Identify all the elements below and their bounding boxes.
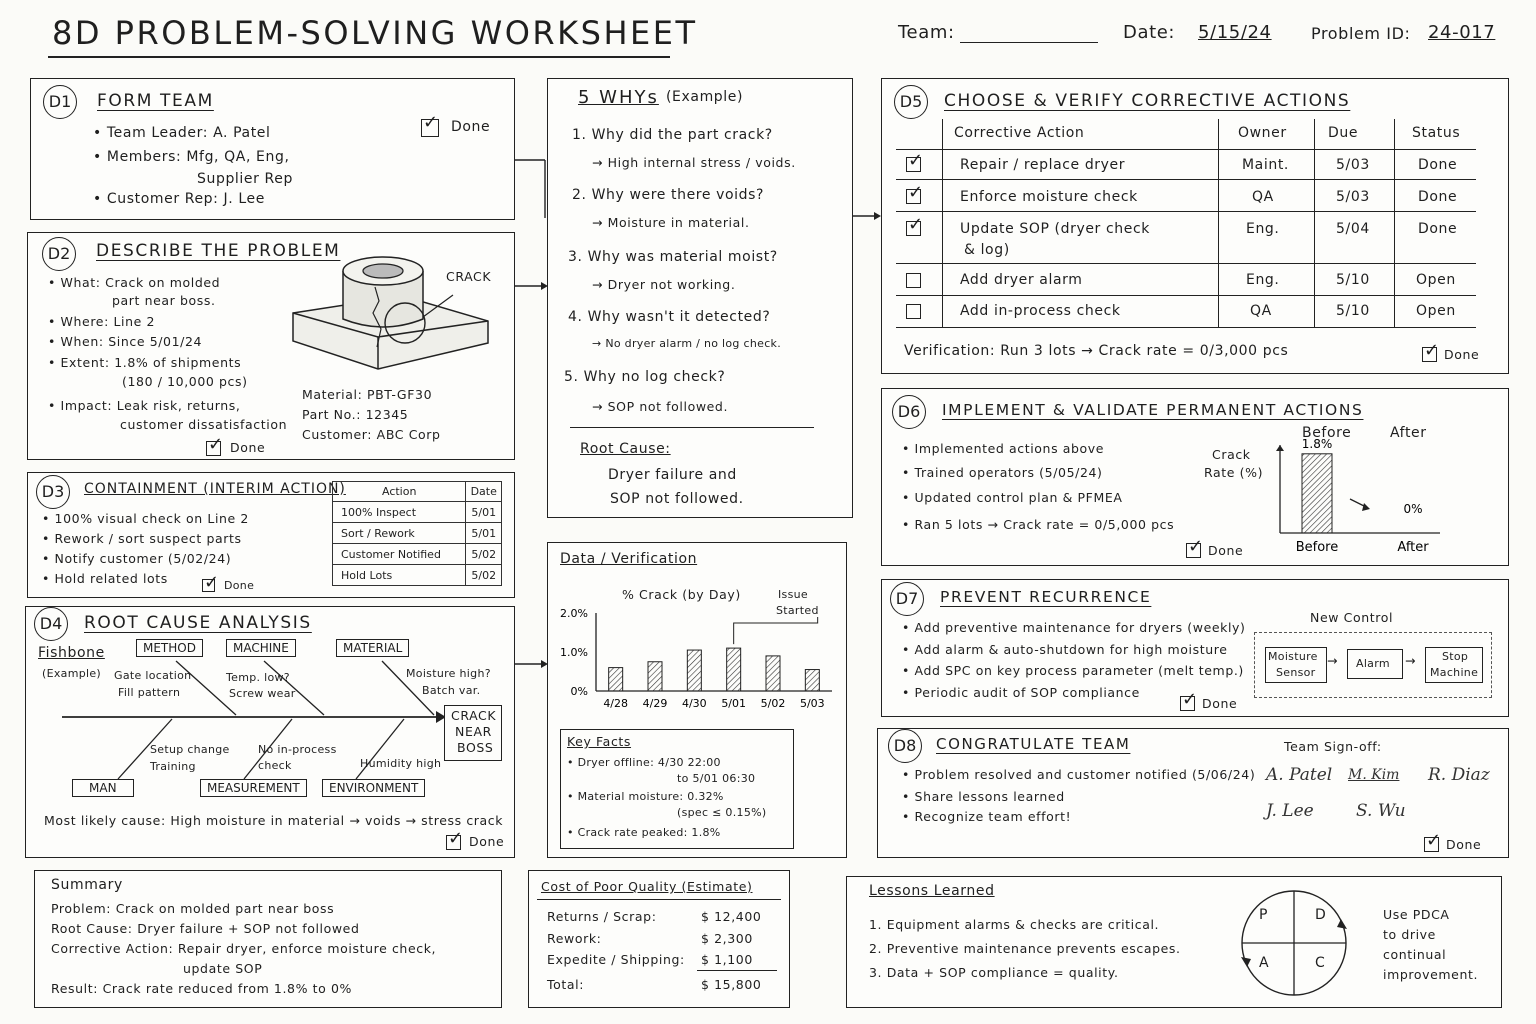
action-text-cont: & log): [964, 242, 1010, 258]
d5-verification: Verification: Run 3 lots → Crack rate = 0/3,000 pcs: [904, 343, 1289, 359]
head-line: CRACK: [451, 708, 497, 723]
value-label: 1.8%: [1301, 439, 1333, 451]
action-owner: QA: [1252, 189, 1274, 205]
lesson-line: 3. Data + SOP compliance = quality.: [869, 965, 1119, 980]
alarm-box: [1347, 649, 1403, 679]
d6-done-label: Done: [1208, 543, 1244, 558]
why-question: 3. Why was material moist?: [568, 249, 778, 265]
root-cause-line: SOP not followed.: [610, 491, 744, 507]
chart-annotation-line2: Started: [776, 604, 819, 617]
d1-done-label: Done: [451, 119, 491, 135]
x-tick-label: 4/30: [681, 697, 707, 710]
action-due: 5/04: [1336, 221, 1370, 237]
d6-ylabel: Crack: [1212, 447, 1251, 462]
copq-label: Expedite / Shipping:: [547, 952, 685, 967]
cause-text: Fill pattern: [118, 686, 181, 699]
lesson-line: 2. Preventive maintenance prevents escapes.: [869, 941, 1181, 956]
copq-value: $ 2,300: [701, 931, 753, 946]
cause-text: Moisture high?: [406, 667, 491, 680]
new-control-title: New Control: [1310, 610, 1394, 625]
action-owner: QA: [1250, 303, 1272, 319]
d7-line: • Add SPC on key process parameter (melt temp.): [902, 663, 1244, 678]
table-cell: 5/02: [466, 544, 502, 565]
d5-row-line: [896, 295, 1476, 296]
d8-line: • Problem resolved and customer notified (5/06/24): [902, 767, 1256, 782]
action-status: Done: [1418, 221, 1458, 237]
why-answer: → SOP not followed.: [592, 399, 729, 414]
crack-chart-title: % Crack (by Day): [622, 587, 741, 602]
lessons-panel: [846, 876, 1502, 1008]
action-text: Repair / replace dryer: [960, 157, 1126, 173]
y-axis-arrow: [1276, 445, 1284, 451]
summary-panel: [34, 870, 502, 1008]
d6-title: IMPLEMENT & VALIDATE PERMANENT ACTIONS: [942, 401, 1364, 419]
d3-line: • 100% visual check on Line 2: [42, 511, 249, 526]
d3-title: CONTAINMENT (INTERIM ACTION): [84, 481, 346, 497]
d1-line: • Customer Rep: J. Lee: [93, 191, 265, 207]
d2-part-no: Part No.: 12345: [302, 407, 409, 422]
d5-header: Status: [1412, 125, 1461, 141]
action-status: Open: [1416, 303, 1456, 319]
d2-line: • Extent: 1.8% of shipments: [48, 355, 242, 370]
summary-line: Corrective Action: Repair dryer, enforce moisture check,: [51, 941, 437, 956]
annotation-bracket: [734, 617, 818, 644]
action-text: Add in-process check: [960, 303, 1121, 319]
x-tick-label: Before: [1295, 540, 1339, 555]
d5-row-line: [896, 149, 1476, 150]
d2-material: Material: PBT-GF30: [302, 387, 433, 402]
action-text: Enforce moisture check: [960, 189, 1138, 205]
d1-line: • Members: Mfg, QA, Eng,: [93, 149, 290, 165]
d5-done-checkbox[interactable]: [1422, 347, 1437, 362]
d2-line: (180 / 10,000 pcs): [122, 374, 248, 389]
d7-title: PREVENT RECURRENCE: [940, 588, 1152, 606]
d5-header: Owner: [1238, 125, 1287, 141]
d3-line: • Rework / sort suspect parts: [42, 531, 242, 546]
flow-text: Stop: [1442, 650, 1469, 663]
d1-title: FORM TEAM: [97, 91, 214, 111]
d7-done-label: Done: [1202, 696, 1238, 711]
signature: S. Wu: [1356, 801, 1406, 821]
action-due: 5/03: [1336, 157, 1370, 173]
signature: A. Patel: [1266, 765, 1333, 785]
d6-line: • Trained operators (5/05/24): [902, 465, 1103, 480]
flow-text: Sensor: [1276, 666, 1316, 679]
d4-badge: D4: [34, 607, 68, 641]
d5-panel: [881, 78, 1509, 374]
why-question: 1. Why did the part crack?: [572, 127, 773, 143]
d6-line: • Updated control plan & PFMEA: [902, 490, 1123, 505]
table-header: Date: [466, 482, 502, 502]
signature: R. Diaz: [1428, 765, 1490, 785]
d7-line: • Add alarm & auto-shutdown for high moisture: [902, 642, 1228, 657]
cause-text: Screw wear: [229, 687, 296, 700]
copq-total-label: Total:: [547, 977, 585, 992]
key-facts-title: Key Facts: [567, 734, 632, 749]
category-material: MATERIAL: [336, 639, 409, 657]
bar: [609, 668, 623, 691]
action-text: Add dryer alarm: [960, 272, 1083, 288]
x-tick-label: 4/29: [642, 697, 668, 710]
problem-id-label: Problem ID:: [1311, 24, 1411, 43]
crack-by-day-chart: [548, 603, 848, 713]
y-tick-label: 0%: [570, 685, 588, 698]
action-checkbox[interactable]: [906, 189, 921, 204]
signoff-label: Team Sign-off:: [1284, 739, 1382, 754]
summary-line: Result: Crack rate reduced from 1.8% to 0%: [51, 981, 353, 996]
copq-panel: [528, 870, 790, 1008]
fishbone-example: (Example): [42, 667, 102, 680]
d5-header: Corrective Action: [954, 125, 1085, 141]
flow-text: Alarm: [1356, 657, 1390, 670]
d6-top-label: After: [1390, 425, 1427, 441]
summary-line: Root Cause: Dryer failure + SOP not followed: [51, 921, 360, 936]
d2-customer: Customer: ABC Corp: [302, 427, 441, 442]
copq-label: Rework:: [547, 931, 602, 946]
why-question: 4. Why wasn't it detected?: [568, 309, 771, 325]
action-checkbox[interactable]: [906, 304, 921, 319]
d2-done-label: Done: [230, 440, 266, 455]
lesson-line: 1. Equipment alarms & checks are critical.: [869, 917, 1160, 932]
cause-text: check: [258, 759, 292, 772]
key-facts-box: [560, 729, 794, 849]
bar: [687, 650, 701, 691]
d8-badge: D8: [888, 729, 922, 763]
d5-row-line: [896, 179, 1476, 180]
d5-row-line: [896, 263, 1476, 264]
action-text: Update SOP (dryer check: [960, 221, 1150, 237]
pdca-note: to drive: [1383, 927, 1436, 942]
table-cell: 5/01: [466, 502, 502, 523]
cause-text: Training: [150, 760, 196, 773]
category-environment: ENVIRONMENT: [322, 779, 425, 797]
d5-badge: D5: [894, 85, 928, 119]
copq-value: $ 12,400: [701, 909, 762, 924]
cause-text: No in-process: [258, 743, 337, 756]
data-verification-panel: [547, 542, 847, 858]
category-man: MAN: [72, 779, 134, 797]
copq-total-value: $ 15,800: [701, 977, 762, 992]
d2-line: customer dissatisfaction: [120, 417, 288, 432]
cause-text: Gate location: [114, 669, 192, 682]
d6-line: • Implemented actions above: [902, 441, 1105, 456]
y-tick-label: 1.0%: [560, 646, 588, 659]
lessons-title: Lessons Learned: [869, 883, 995, 899]
moisture-sensor-box: [1265, 647, 1327, 683]
action-due: 5/10: [1336, 272, 1370, 288]
table-cell: 100% Inspect: [333, 502, 466, 523]
crack-label: CRACK: [446, 269, 492, 284]
d7-panel: [881, 579, 1509, 717]
pdca-letter: P: [1259, 907, 1269, 923]
action-due: 5/03: [1336, 189, 1370, 205]
x-tick-label: After: [1397, 540, 1429, 555]
whys-subtitle: (Example): [666, 89, 744, 105]
action-status: Done: [1418, 157, 1458, 173]
flow-arrow: →: [1405, 653, 1417, 668]
table-cell: Customer Notified: [333, 544, 466, 565]
summary-line: update SOP: [183, 961, 263, 976]
table-cell: 5/01: [466, 523, 502, 544]
value-label: 0%: [1403, 502, 1423, 516]
x-tick-label: 4/28: [603, 697, 629, 710]
cause-text: Batch var.: [422, 684, 481, 697]
x-tick-label: 5/01: [721, 697, 747, 710]
bar: [766, 656, 780, 691]
d2-line: • Impact: Leak risk, returns,: [48, 398, 241, 413]
d6-done-checkbox[interactable]: [1186, 543, 1201, 558]
action-checkbox[interactable]: [906, 221, 921, 236]
date-label: Date:: [1123, 22, 1176, 43]
d6-line: • Ran 5 lots → Crack rate = 0/5,000 pcs: [902, 517, 1175, 532]
d7-badge: D7: [890, 582, 924, 616]
fact-line: • Crack rate peaked: 1.8%: [567, 826, 721, 839]
team-label: Team:: [898, 22, 955, 43]
page-title: 8D PROBLEM-SOLVING WORKSHEET: [52, 14, 698, 52]
fact-line: to 5/01 06:30: [677, 772, 756, 785]
copq-label: Returns / Scrap:: [547, 909, 657, 924]
data-verif-title: Data / Verification: [560, 551, 698, 567]
d7-line: • Add preventive maintenance for dryers (weekly): [902, 620, 1246, 635]
why-question: 5. Why no log check?: [564, 369, 726, 385]
d2-line: • What: Crack on molded: [48, 275, 221, 290]
action-owner: Maint.: [1242, 157, 1289, 173]
before-after-chart: [1262, 439, 1452, 559]
action-due: 5/10: [1336, 303, 1370, 319]
head-line: NEAR: [455, 724, 492, 739]
copq-divider: [537, 899, 781, 900]
why-answer: → Moisture in material.: [592, 215, 750, 230]
bar: [727, 648, 741, 691]
action-checkbox[interactable]: [906, 157, 921, 172]
table-header: Action: [333, 482, 466, 502]
cause-text: Setup change: [150, 743, 230, 756]
category-method: METHOD: [136, 639, 203, 657]
d8-panel: [877, 728, 1509, 858]
d3-badge: D3: [36, 475, 70, 509]
y-tick-label: 2.0%: [560, 607, 588, 620]
pdca-letter: D: [1315, 907, 1327, 923]
why-answer: → Dryer not working.: [592, 277, 736, 292]
flow-arrow: →: [1327, 653, 1339, 668]
d3-line: • Hold related lots: [42, 571, 168, 586]
d7-done-checkbox[interactable]: [1180, 696, 1195, 711]
d5-header: Due: [1328, 125, 1359, 141]
signature: M. Kim: [1348, 767, 1400, 783]
d5-row-line: [896, 211, 1476, 212]
root-cause-line: Dryer failure and: [608, 467, 737, 483]
whys-title: 5 WHYs: [578, 87, 659, 108]
d2-line: part near boss.: [112, 293, 216, 308]
pdca-note: Use PDCA: [1383, 907, 1450, 922]
x-tick-label: 5/03: [799, 697, 825, 710]
d5-title: CHOOSE & VERIFY CORRECTIVE ACTIONS: [944, 91, 1351, 111]
d1-badge: D1: [43, 85, 77, 119]
why-answer: → High internal stress / voids.: [592, 155, 796, 170]
fact-line: (spec ≤ 0.15%): [677, 806, 767, 819]
action-status: Done: [1418, 189, 1458, 205]
d3-done-label: Done: [224, 579, 255, 592]
flow-text: Moisture: [1268, 650, 1318, 663]
problem-id-value[interactable]: 24-017: [1428, 22, 1496, 43]
pdca-cycle-icon: [1229, 881, 1359, 1005]
copq-title: Cost of Poor Quality (Estimate): [541, 879, 753, 894]
chart-annotation-line1: Issue: [778, 588, 808, 601]
x-tick-label: 5/02: [760, 697, 786, 710]
likely-cause: Most likely cause: High moisture in material → voids → stress crack: [44, 813, 504, 828]
d8-line: • Recognize team effort!: [902, 809, 1072, 824]
root-cause-label: Root Cause:: [580, 441, 671, 457]
d5-done-label: Done: [1444, 347, 1480, 362]
pdca-note: continual: [1383, 947, 1447, 962]
table-cell: 5/02: [466, 565, 502, 586]
cause-text: Humidity high: [360, 757, 442, 770]
bar: [648, 662, 662, 691]
d1-line: Supplier Rep: [197, 171, 293, 187]
d8-done-label: Done: [1446, 837, 1482, 852]
d6-top-label: Before: [1302, 425, 1352, 441]
summary-line: Problem: Crack on molded part near boss: [51, 901, 335, 916]
d2-title: DESCRIBE THE PROBLEM: [96, 241, 341, 261]
d2-line: • When: Since 5/01/24: [48, 334, 203, 349]
d3-line: • Notify customer (5/02/24): [42, 551, 232, 566]
trend-arrowhead: [1362, 503, 1370, 511]
d7-line: • Periodic audit of SOP compliance: [902, 685, 1140, 700]
action-owner: Eng.: [1246, 221, 1280, 237]
table-cell: Hold Lots: [333, 565, 466, 586]
pdca-letter: C: [1315, 955, 1326, 971]
why-answer: → No dryer alarm / no log check.: [592, 337, 782, 350]
category-machine: MACHINE: [226, 639, 296, 657]
action-status: Open: [1416, 272, 1456, 288]
d2-badge: D2: [42, 237, 76, 271]
d2-line: • Where: Line 2: [48, 314, 156, 329]
category-measurement: MEASUREMENT: [200, 779, 307, 797]
d8-title: CONGRATULATE TEAM: [936, 735, 1131, 753]
head-line: BOSS: [457, 740, 494, 755]
new-control-flow: [1254, 632, 1492, 698]
bar: [1302, 454, 1332, 533]
fishbone-label: Fishbone: [38, 645, 105, 661]
copq-total-line: [697, 970, 777, 971]
d5-row-line: [896, 327, 1476, 328]
d8-done-checkbox[interactable]: [1424, 837, 1439, 852]
fact-line: • Material moisture: 0.32%: [567, 790, 724, 803]
stop-machine-box: [1425, 647, 1483, 683]
d4-title: ROOT CAUSE ANALYSIS: [84, 613, 312, 633]
cause-text: Temp. low?: [226, 671, 290, 684]
signature: J. Lee: [1266, 801, 1314, 821]
copq-value: $ 1,100: [701, 952, 753, 967]
fact-line: • Dryer offline: 4/30 22:00: [567, 756, 721, 769]
summary-title: Summary: [51, 877, 123, 893]
pdca-letter: A: [1259, 955, 1270, 971]
date-value[interactable]: 5/15/24: [1198, 22, 1272, 43]
action-checkbox[interactable]: [906, 273, 921, 288]
d6-panel: [881, 388, 1509, 566]
d6-ylabel: Rate (%): [1204, 465, 1264, 480]
why-question: 2. Why were there voids?: [572, 187, 765, 203]
d1-line: • Team Leader: A. Patel: [93, 125, 271, 141]
action-owner: Eng.: [1246, 272, 1280, 288]
bar: [805, 670, 819, 691]
d4-done-label: Done: [469, 834, 505, 849]
d6-badge: D6: [892, 395, 926, 429]
d8-line: • Share lessons learned: [902, 789, 1065, 804]
table-cell: Sort / Rework: [333, 523, 466, 544]
pdca-note: improvement.: [1383, 967, 1479, 982]
flow-text: Machine: [1430, 666, 1479, 679]
